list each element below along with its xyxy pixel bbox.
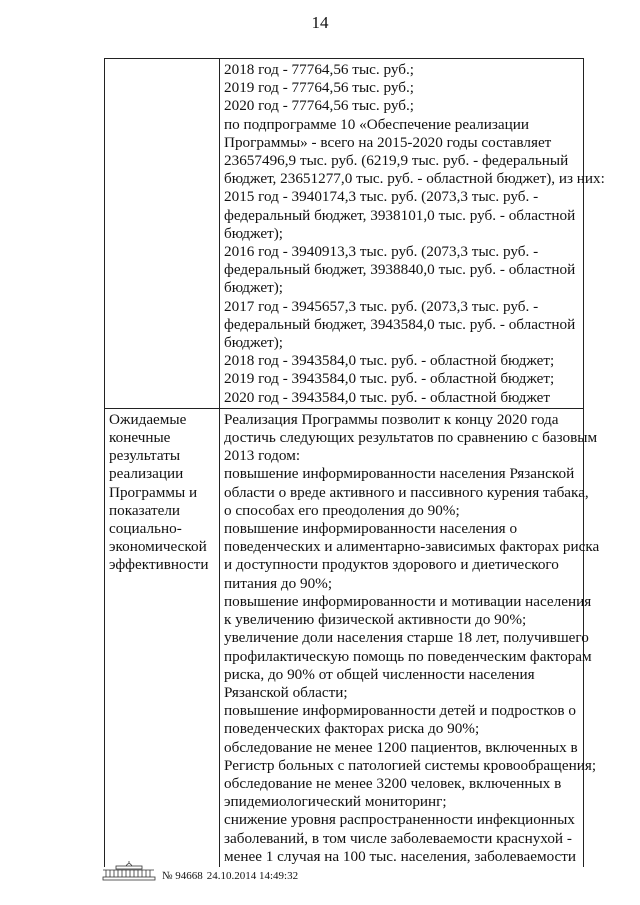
building-logo-icon <box>102 860 156 882</box>
text-line: обследование не менее 1200 пациентов, включенных в <box>224 738 578 756</box>
text-line: поведенческих факторах риска до 90%; <box>224 720 480 738</box>
text-line: и доступности продуктов здорового и диетического <box>224 556 559 574</box>
text-line: бюджет, 23651277,0 тыс. руб. - областной бюджет), из них: <box>224 170 605 188</box>
row-value-cell <box>220 59 605 409</box>
label-line: экономической <box>109 538 207 556</box>
label-line: Ожидаемые <box>109 410 187 428</box>
table-row <box>105 59 584 409</box>
text-line: Реализация Программы позволит к концу 2020 года <box>224 410 559 428</box>
text-line: Регистр больных с патологией системы кровообращения; <box>224 756 597 774</box>
text-line: к увеличению физической активности до 90%; <box>224 611 527 629</box>
page-number: 14 <box>311 13 329 32</box>
text-line: увеличение доли населения старше 18 лет, получившего <box>224 629 589 647</box>
registration-number: № 94668 <box>162 870 203 882</box>
text-line: 2018 год - 3943584,0 тыс. руб. - областной бюджет; <box>224 352 555 370</box>
text-line: повышение информированности населения о <box>224 520 518 538</box>
text-line: федеральный бюджет, 3943584,0 тыс. руб. - областной <box>224 315 576 333</box>
text-line: 2020 год - 77764,56 тыс. руб.; <box>224 97 415 115</box>
text-line: эпидемиологический мониторинг; <box>224 793 447 811</box>
text-line: питания до 90%; <box>224 574 333 592</box>
label-line: социально- <box>109 520 182 538</box>
row-label-cell <box>105 59 220 409</box>
text-line: бюджет); <box>224 334 283 352</box>
text-line: Рязанской области; <box>224 683 348 701</box>
text-line: 2019 год - 3943584,0 тыс. руб. - областной бюджет; <box>224 370 555 388</box>
label-line: реализации <box>109 465 184 483</box>
text-line: федеральный бюджет, 3938840,0 тыс. руб. - областной <box>224 261 576 279</box>
text-line: 2016 год - 3940913,3 тыс. руб. (2073,3 тыс. руб. - <box>224 243 539 261</box>
text-line: повышение информированности населения Рязанской <box>224 465 575 483</box>
document-footer <box>102 860 298 882</box>
text-line: риска, до 90% от общей численности населения <box>224 665 535 683</box>
label-line: результаты <box>109 447 181 465</box>
label-line: Программы и <box>109 483 198 501</box>
registration-datetime: 24.10.2014 14:49:32 <box>206 870 299 882</box>
passport-table <box>104 58 605 867</box>
text-line: федеральный бюджет, 3938101,0 тыс. руб. - областной <box>224 206 576 224</box>
text-line: 2018 год - 77764,56 тыс. руб.; <box>224 61 415 78</box>
text-line: обследование не менее 3200 человек, включенных в <box>224 774 562 792</box>
label-line: показатели <box>109 501 181 519</box>
text-line: о способах его преодоления до 90%; <box>224 501 460 519</box>
text-line: профилактическую помощь по поведенческим факторам <box>224 647 592 665</box>
label-line: конечные <box>109 429 171 447</box>
text-line: области о вреде активного и пассивного курения табака, <box>224 483 589 501</box>
text-line: заболеваний, в том числе заболеваемости краснухой - <box>224 829 572 847</box>
label-line: эффективности <box>109 556 209 574</box>
row-label-cell <box>105 408 220 867</box>
text-line: бюджет); <box>224 279 283 297</box>
text-line: достичь следующих результатов по сравнению с базовым <box>224 429 598 447</box>
row-value-cell <box>220 408 600 867</box>
text-line: бюджет); <box>224 224 283 242</box>
text-line: 2019 год - 77764,56 тыс. руб.; <box>224 79 415 97</box>
text-line: 2020 год - 3943584,0 тыс. руб. - областной бюджет <box>224 388 551 406</box>
text-line: повышение информированности и мотивации населения <box>224 592 592 610</box>
text-line: менее 1 случая на 100 тыс. населения, заболеваемости <box>224 847 577 865</box>
table-row <box>105 408 584 867</box>
text-line: 2013 годом: <box>224 447 301 465</box>
text-line: по подпрограмме 10 «Обеспечение реализации <box>224 115 529 133</box>
text-line: 2017 год - 3945657,3 тыс. руб. (2073,3 тыс. руб. - <box>224 297 539 315</box>
text-line: поведенческих и алиментарно-зависимых факторах риска <box>224 538 600 556</box>
text-line: Программы» - всего на 2015-2020 годы составляет <box>224 133 552 151</box>
text-line: 2015 год - 3940174,3 тыс. руб. (2073,3 тыс. руб. - <box>224 188 539 206</box>
text-line: повышение информированности детей и подростков о <box>224 702 576 720</box>
text-line: снижение уровня распространенности инфекционных <box>224 811 575 829</box>
text-line: 23657496,9 тыс. руб. (6219,9 тыс. руб. - федеральный <box>224 152 569 170</box>
